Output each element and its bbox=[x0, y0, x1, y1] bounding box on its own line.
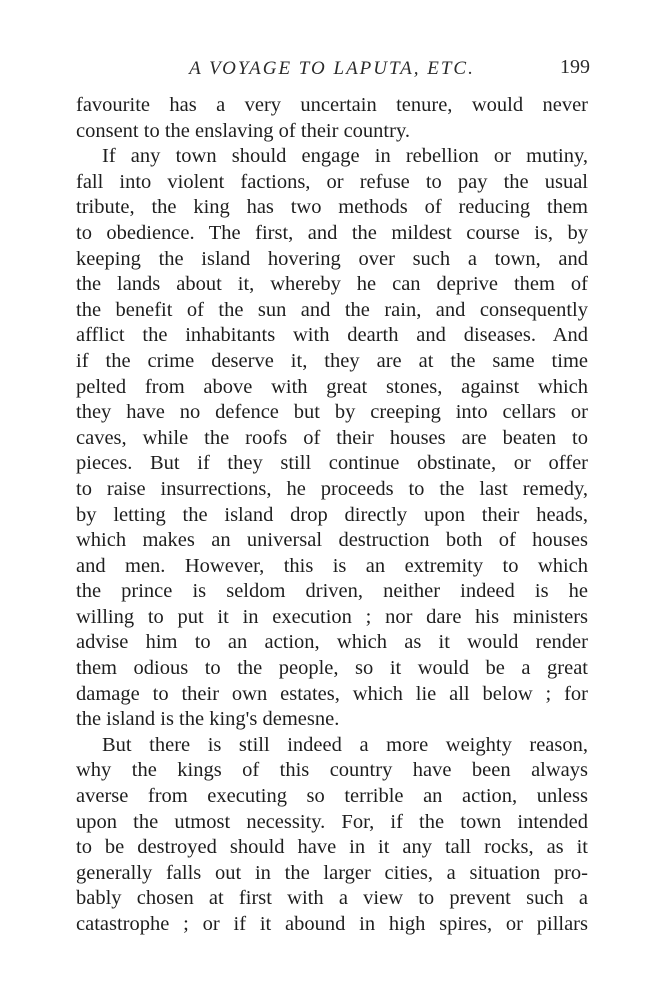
text-line: the prince is seldom driven, neither indeed is he bbox=[76, 580, 588, 603]
text-line: damage to their own estates, which lie all below ; for bbox=[76, 682, 588, 705]
running-title: A VOYAGE TO LAPUTA, ETC. bbox=[189, 58, 475, 79]
text-line: pelted from above with great stones, against which bbox=[76, 375, 588, 398]
text-line: to be destroyed should have in it any tall rocks, as it bbox=[76, 836, 588, 859]
text-line: afflict the inhabitants with dearth and diseases. And bbox=[76, 324, 588, 347]
text-line: consent to the enslaving of their country. bbox=[76, 119, 410, 142]
running-head bbox=[76, 52, 588, 82]
text-line: if the crime deserve it, they are at the same time bbox=[76, 349, 588, 372]
paragraph bbox=[76, 93, 588, 144]
text-line: catastrophe ; or if it abound in high spires, or pillars bbox=[76, 913, 588, 935]
page-number: 199 bbox=[560, 56, 590, 78]
book-page bbox=[76, 52, 588, 938]
text-line: to raise insurrections, he proceeds to the last remedy, bbox=[76, 477, 588, 500]
text-line: the lands about it, whereby he can deprive them of bbox=[76, 273, 588, 296]
text-line: If any town should engage in rebellion or mutiny, bbox=[102, 145, 588, 168]
text-line: the benefit of the sun and the rain, and consequently bbox=[76, 298, 588, 321]
text-line: pieces. But if they still continue obstinate, or offer bbox=[76, 452, 588, 475]
text-line: and men. However, this is an extremity to which bbox=[76, 554, 588, 577]
text-line: them odious to the people, so it would be a great bbox=[76, 657, 588, 680]
text-line: tribute, the king has two methods of reducing them bbox=[76, 196, 588, 219]
text-line: But there is still indeed a more weighty reason, bbox=[102, 733, 588, 756]
text-line: willing to put it in execution ; nor dare his ministers bbox=[76, 605, 588, 628]
text-line: favourite has a very uncertain tenure, would never bbox=[76, 94, 588, 116]
text-line: to obedience. The first, and the mildest course is, by bbox=[76, 221, 588, 244]
text-line: the island is the king's demesne. bbox=[76, 708, 340, 731]
text-line: generally falls out in the larger cities, a situation pro- bbox=[76, 861, 588, 884]
text-line: which makes an universal destruction both of houses bbox=[76, 529, 588, 552]
text-line: bably chosen at first with a view to prevent such a bbox=[76, 887, 588, 910]
body-text bbox=[76, 93, 588, 938]
text-line: they have no defence but by creeping into cellars or bbox=[76, 401, 588, 424]
paragraph bbox=[76, 733, 588, 938]
text-line: caves, while the roofs of their houses are beaten to bbox=[76, 426, 588, 449]
text-line: averse from executing so terrible an action, unless bbox=[76, 785, 588, 808]
text-line: advise him to an action, which as it would render bbox=[76, 631, 588, 654]
text-line: keeping the island hovering over such a town, and bbox=[76, 247, 588, 270]
text-line: fall into violent factions, or refuse to pay the usual bbox=[76, 170, 588, 193]
text-line: why the kings of this country have been always bbox=[76, 759, 588, 782]
text-line: by letting the island drop directly upon their heads, bbox=[76, 503, 588, 526]
text-line: upon the utmost necessity. For, if the town intended bbox=[76, 810, 588, 833]
paragraph bbox=[76, 144, 588, 733]
